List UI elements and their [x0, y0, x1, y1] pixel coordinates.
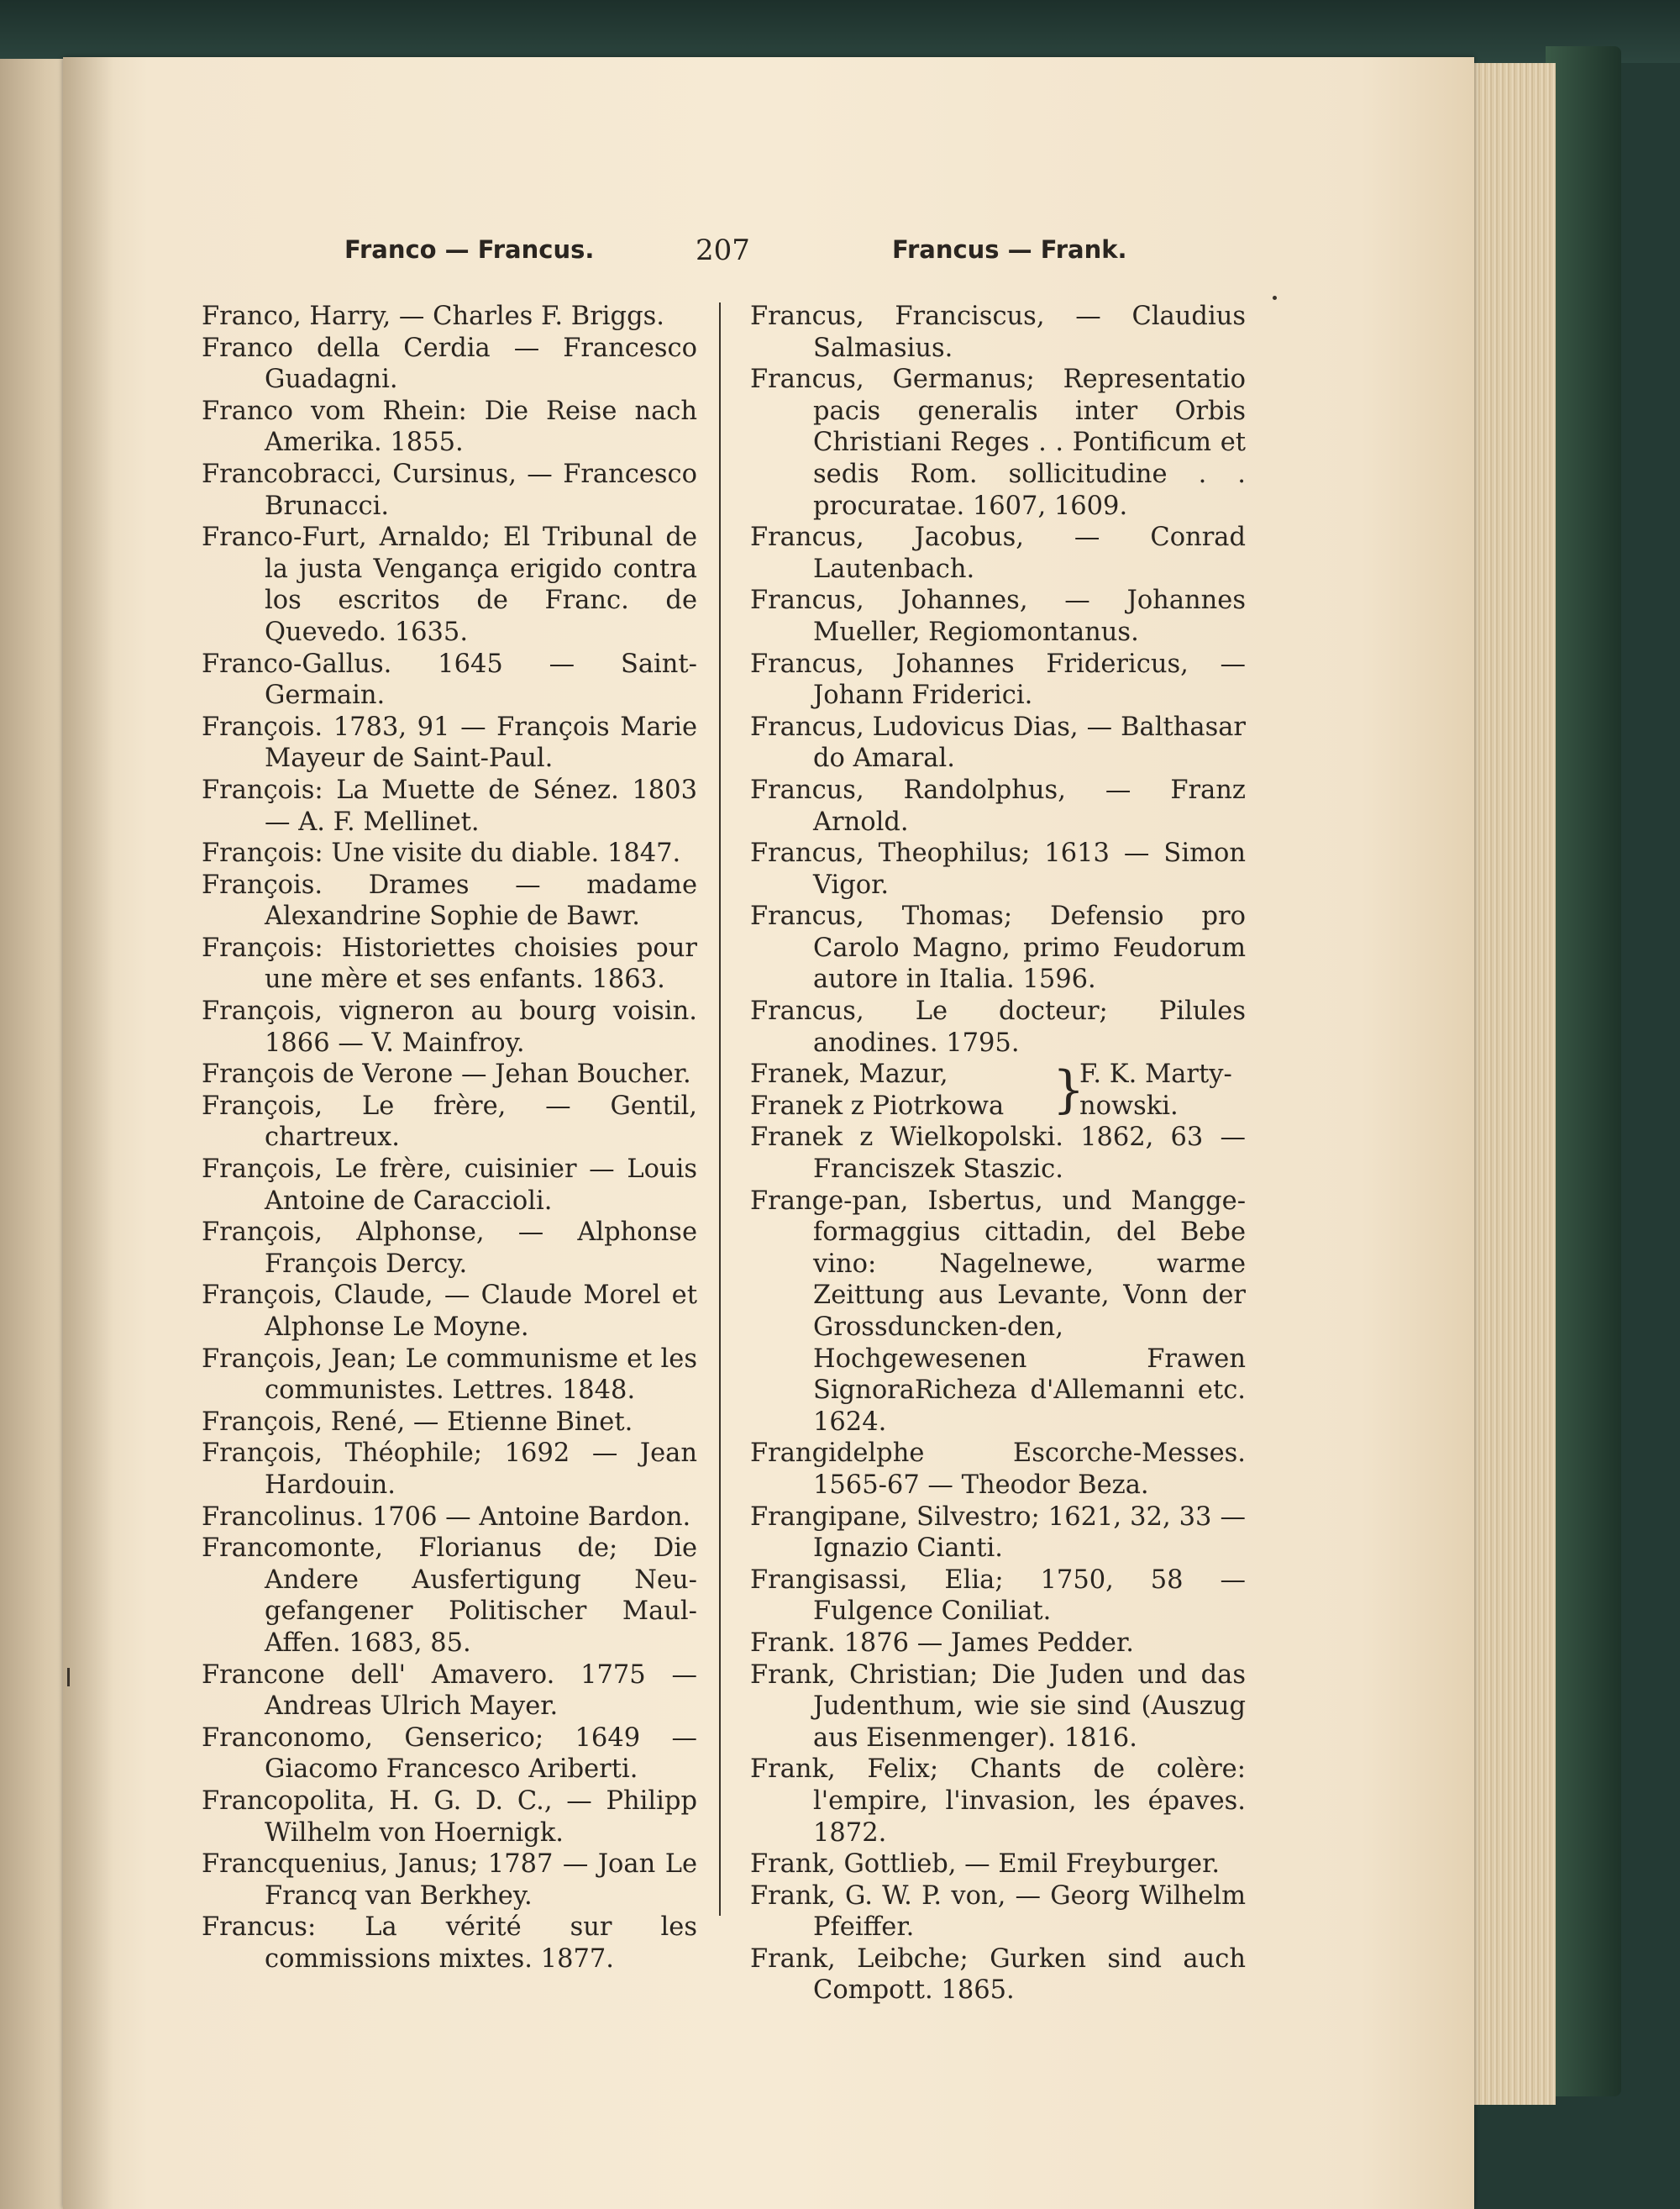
entry: Frank, Leibche; Gurken sind auch Compott. 1865.	[750, 1943, 1246, 2006]
ink-dot	[1273, 296, 1277, 300]
entry: Frangipane, Silvestro; 1621, 32, 33 — Ignazio Cianti.	[750, 1502, 1246, 1564]
entry: Francus, Germanus; Representatio pacis generalis inter Orbis Christiani Reges . . Pontificum et sedis Rom. sollicitudine . . procuratae. 1607, 1609.	[750, 365, 1246, 521]
entry: Frangisassi, Elia; 1750, 58 — Fulgence Coniliat.	[750, 1565, 1246, 1627]
entry: François, René, — Etienne Binet.	[202, 1407, 633, 1437]
gutter-shadow	[63, 57, 113, 2209]
backdrop-top	[0, 0, 1680, 63]
entry: Francus, Jacobus, — Conrad Lautenbach.	[750, 523, 1246, 584]
entry: Frange-pan, Isbertus, und Mangge-formaggius cittadin, del Bebe vino: Nagelnewe, warme Zeittung aus Levante, Vonn der Grossduncken-den, Hochgewesenen Frawen SignoraRicheza d'Allemanni etc. 1624.	[750, 1186, 1246, 1437]
entry: Francus: La vérité sur les commissions mixtes. 1877.	[202, 1912, 697, 1974]
entry: Franek z Piotrkowa	[750, 1091, 1005, 1121]
entry: Francus, Johannes, — Johannes Mueller, Regiomontanus.	[750, 586, 1246, 647]
entry: Frank, G. W. P. von, — Georg Wilhelm Pfeiffer.	[750, 1880, 1246, 1943]
entry: Francus, Thomas; Defensio pro Carolo Magno, primo Feudorum autore in Italia. 1596.	[750, 902, 1246, 995]
column-rule	[719, 302, 721, 1916]
entry: Franco vom Rhein: Die Reise nach Amerika. 1855.	[202, 396, 697, 458]
entry: Franconomo, Genserico; 1649 — Giacomo Francesco Ariberti.	[202, 1722, 697, 1785]
running-head-right: Francus — Frank.	[892, 235, 1127, 264]
entry: Frank, Felix; Chants de colère: l'empire, l'invasion, les épaves. 1872.	[750, 1754, 1246, 1848]
entry: Francopolita, H. G. D. C., — Philipp Wilhelm von Hoernigk.	[202, 1786, 697, 1848]
entry: Franco-Furt, Arnaldo; El Tribunal de la justa Vengança erigido contra los escritos de Franc. de Quevedo. 1635.	[202, 523, 697, 647]
right-column	[750, 301, 1246, 2007]
entry: Frank. 1876 — James Pedder.	[750, 1628, 1134, 1658]
entry: Francus, Randolphus, — Franz Arnold.	[750, 775, 1246, 837]
entry: François. Drames — madame Alexandrine Sophie de Bawr.	[202, 870, 697, 932]
entry: François. 1783, 91 — François Marie Mayeur de Saint-Paul.	[202, 712, 697, 774]
entry: François: Une visite du diable. 1847.	[202, 839, 681, 869]
entry: Francomonte, Florianus de; Die Andere Ausfertigung Neu-gefangener Politischer Maul-Affen. 1683, 85.	[202, 1533, 697, 1658]
entry: Frangidelphe Escorche-Messes. 1565-67 — Theodor Beza.	[750, 1438, 1246, 1500]
franek-target-line: F. K. Marty-	[1079, 1060, 1232, 1090]
entry: Francobracci, Cursinus, — Francesco Brunacci.	[202, 459, 697, 521]
entry: Franek, Mazur,	[750, 1060, 948, 1090]
entry: François, Le frère, cuisinier — Louis Antoine de Caraccioli.	[202, 1154, 697, 1216]
entry: Francone dell' Amavero. 1775 — Andreas Ulrich Mayer.	[202, 1659, 697, 1722]
entry: François, Alphonse, — Alphonse François Dercy.	[202, 1218, 697, 1279]
entry: Francolinus. 1706 — Antoine Bardon.	[202, 1502, 691, 1532]
margin-tick	[67, 1668, 70, 1686]
entry: François: Historiettes choisies pour une mère et ses enfants. 1863.	[202, 933, 697, 995]
entry: Franco, Harry, — Charles F. Briggs.	[202, 302, 664, 331]
entry: Francus, Ludovicus Dias, — Balthasar do Amaral.	[750, 712, 1246, 774]
page-stack-edge	[1462, 63, 1556, 2105]
entry: François: La Muette de Sénez. 1803 — A. F. Mellinet.	[202, 775, 697, 837]
entry: Francus, Theophilus; 1613 — Simon Vigor.	[750, 839, 1246, 900]
entry: Frank, Christian; Die Juden und das Judenthum, wie sie sind (Auszug aus Eisenmenger). 1816.	[750, 1659, 1246, 1753]
entry: Franco della Cerdia — Francesco Guadagni.	[202, 333, 697, 395]
franek-target-line: nowski.	[1079, 1091, 1179, 1121]
brace-glyph: }	[1053, 1060, 1085, 1120]
left-column	[202, 301, 697, 1975]
entry: François, Le frère, — Gentil, chartreux.	[202, 1091, 697, 1153]
franek-names	[750, 1059, 1053, 1122]
entry: François de Verone — Jehan Boucher.	[202, 1060, 691, 1090]
entry: Francus, Franciscus, — Claudius Salmasius.	[750, 302, 1246, 363]
entry: François, Jean; Le communisme et les communistes. Lettres. 1848.	[202, 1344, 697, 1406]
entry: François, Théophile; 1692 — Jean Hardouin.	[202, 1438, 697, 1500]
entry: Francus, Le docteur; Pilules anodines. 1795.	[750, 997, 1246, 1058]
entry: Frank, Gottlieb, — Emil Freyburger.	[750, 1849, 1221, 1880]
page-number: 207	[696, 234, 750, 267]
entry: Francus, Johannes Fridericus, — Johann Friderici.	[750, 649, 1246, 711]
entry: Franek z Wielkopolski. 1862, 63 — Franciszek Staszic.	[750, 1123, 1246, 1185]
entry: François, Claude, — Claude Morel et Alphonse Le Moyne.	[202, 1281, 697, 1342]
franek-brace-group	[750, 1059, 1246, 1122]
entry: François, vigneron au bourg voisin. 1866 — V. Mainfroy.	[202, 997, 697, 1058]
book-cover-edge	[1546, 46, 1621, 2096]
running-head-left: Franco — Francus.	[344, 235, 595, 264]
franek-target	[1079, 1059, 1232, 1122]
entry: Franco-Gallus. 1645 — Saint-Germain.	[202, 649, 697, 711]
entry: Francquenius, Janus; 1787 — Joan Le Francq van Berkhey.	[202, 1849, 697, 1911]
